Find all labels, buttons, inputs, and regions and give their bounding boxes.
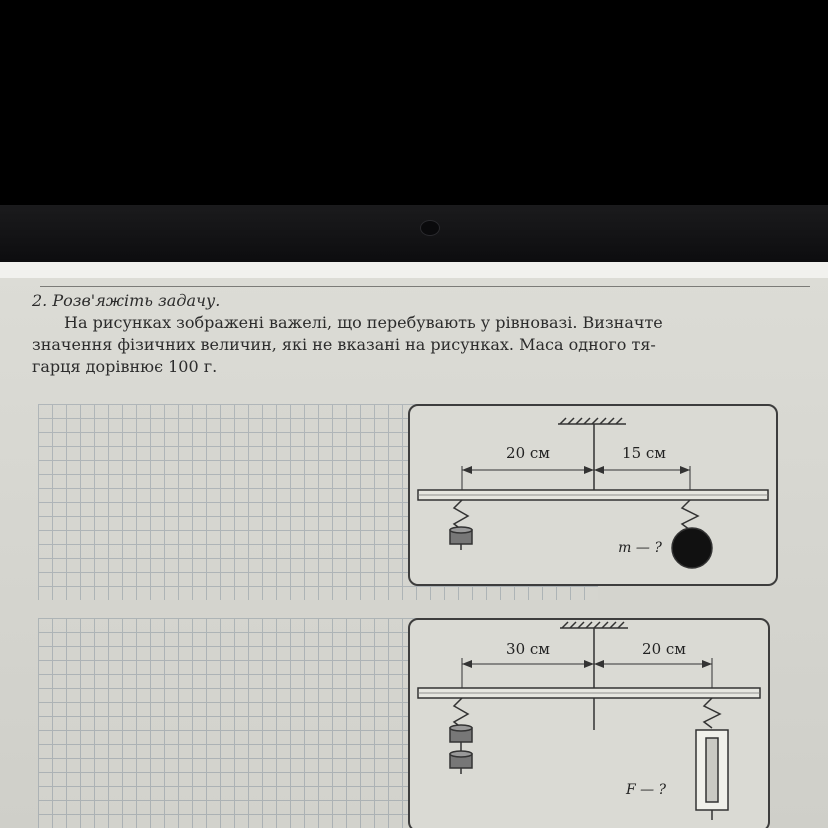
task-heading: 2. Розв'яжіть задачу. (32, 291, 221, 310)
lever-diagram-1 (410, 406, 776, 584)
webcam (420, 220, 440, 236)
left-weights (450, 698, 472, 774)
right-distance-label: 20 см (642, 640, 686, 658)
laptop-bezel (0, 205, 828, 265)
ceiling-support (560, 622, 628, 628)
unknown-force-label: F — ? (625, 782, 667, 798)
unknown-mass-ball (672, 500, 712, 568)
task-text (32, 290, 802, 378)
left-distance-label: 20 см (506, 444, 550, 462)
top-rule (40, 286, 810, 287)
dynamometer (696, 698, 728, 820)
lever-diagram-2 (410, 620, 768, 828)
lever-figure-1 (408, 404, 778, 586)
left-distance-label: 30 см (506, 640, 550, 658)
unknown-mass-label: m — ? (618, 540, 662, 556)
lever-figure-2 (408, 618, 770, 828)
task-line-3: гарця дорівнює 100 г. (32, 357, 218, 376)
left-weight (450, 500, 472, 550)
right-distance-label: 15 см (622, 444, 666, 462)
textbook-page (0, 262, 828, 828)
laptop-lid (0, 0, 828, 220)
ceiling-support (558, 418, 626, 424)
task-body (32, 312, 802, 378)
page-top-edge (0, 262, 828, 278)
task-line-1: На рисунках зображені важелі, що перебувають у рівновазі. Визначте (64, 313, 663, 332)
task-line-2: значення фізичних величин, які не вказані на рисунках. Маса одного тя- (32, 335, 656, 354)
